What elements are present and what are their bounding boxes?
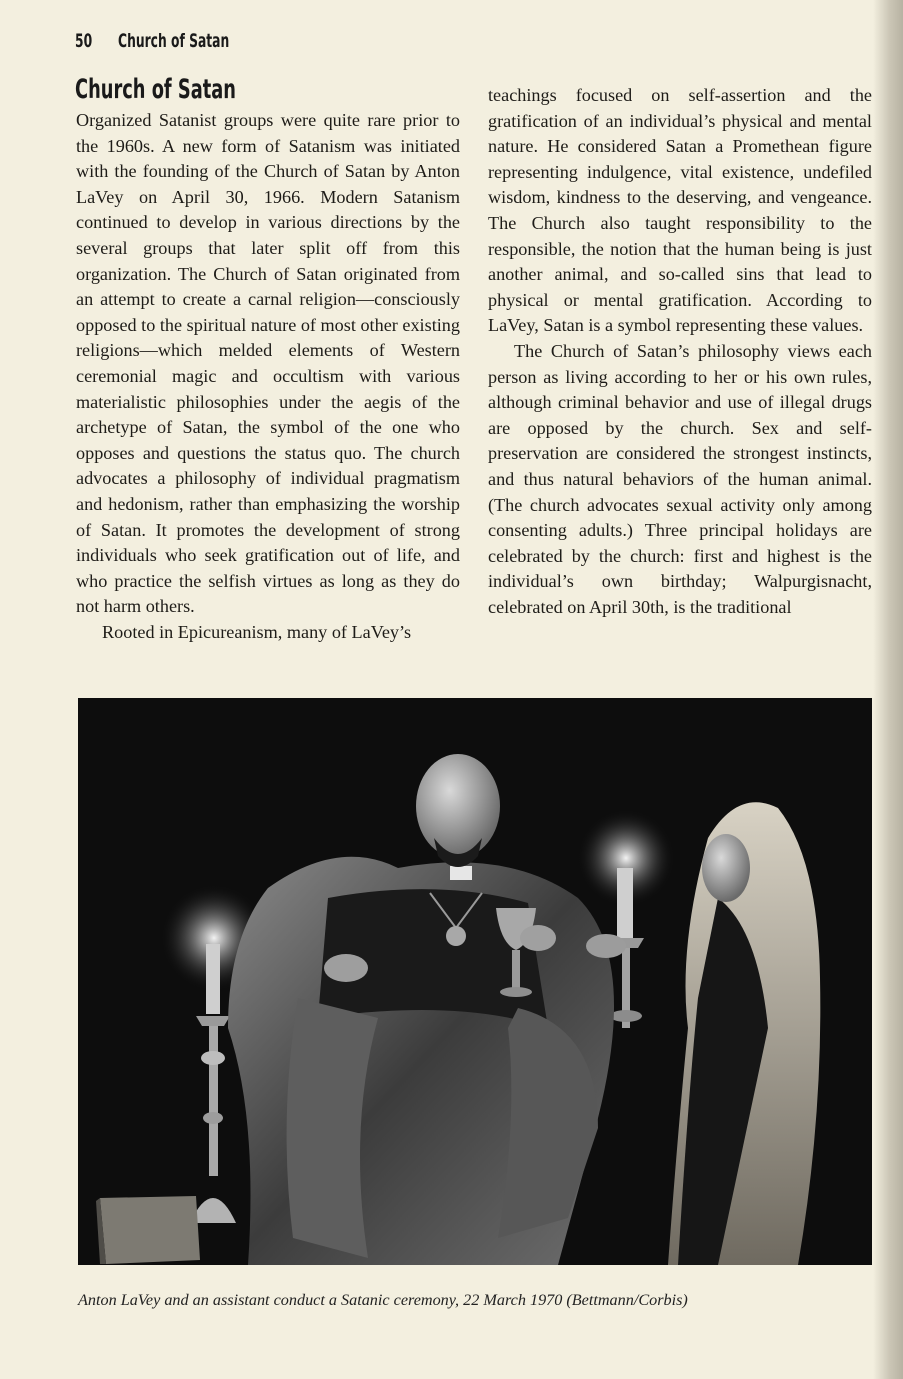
entry-title: Church of Satan — [75, 74, 236, 105]
photo-caption: Anton LaVey and an assistant conduct a Satanic ceremony, 22 March 1970 (Bettmann/Corbis) — [78, 1291, 688, 1309]
running-title: Church of Satan — [118, 30, 230, 52]
text-column-right — [488, 83, 872, 620]
body-paragraph: teachings focused on self-assertion and the gratification of an individual’s physical and mental nature. He considered Satan a Promethean figure representing indulgence, vital existence, undefiled wisdom, kindness to the deserving, and vengeance. The Church also taught responsibility to the responsible, the notion that the human being is just another animal, and so-called sins that lead to physical or mental gratification. According to LaVey, Satan is a symbol representing these values. — [488, 85, 872, 336]
text-column-left — [76, 108, 460, 645]
page-edge-shadow — [873, 0, 903, 1379]
body-paragraph: Rooted in Epicureanism, many of LaVey’s — [102, 621, 412, 642]
running-head — [75, 30, 229, 60]
body-paragraph: Organized Satanist groups were quite rare prior to the 1960s. A new form of Satanism was initiated with the founding of the Church of Satan by Anton LaVey on April 30, 1966. Modern Satanism continued to develop in various directions by the several groups that later split off from this organization. The Church of Satan originated from an attempt to create a carnal religion—consciously opposed to the spiritual nature of most other existing religions—which melded elements of Western ceremonial magic and occultism with various materialistic philosophies under the aegis of the archetype of Satan, the symbol of the one who opposes and questions the status quo. The church advocates a philosophy of individual pragmatism and hedonism, rather than emphasizing the worship of Satan. It promotes the development of strong individuals who seek gratification out of life, and who practice the selfish virtues as long as they do not harm others. — [76, 110, 460, 617]
page-number: 50 — [75, 30, 93, 52]
body-paragraph: The Church of Satan’s philosophy views each person as living according to her or his own rules, although criminal behavior and use of illegal drugs are opposed by the church. Sex and self-preservation are considered the strongest instincts, and thus natural behaviors of the human animal. (The church advocates sexual activity only among consenting adults.) Three principal holidays are celebrated by the church: first and highest is the individual’s own birthday; Walpurgisnacht, celebrated on April 30th, is the traditional — [488, 340, 872, 617]
ceremony-photograph — [78, 698, 872, 1265]
